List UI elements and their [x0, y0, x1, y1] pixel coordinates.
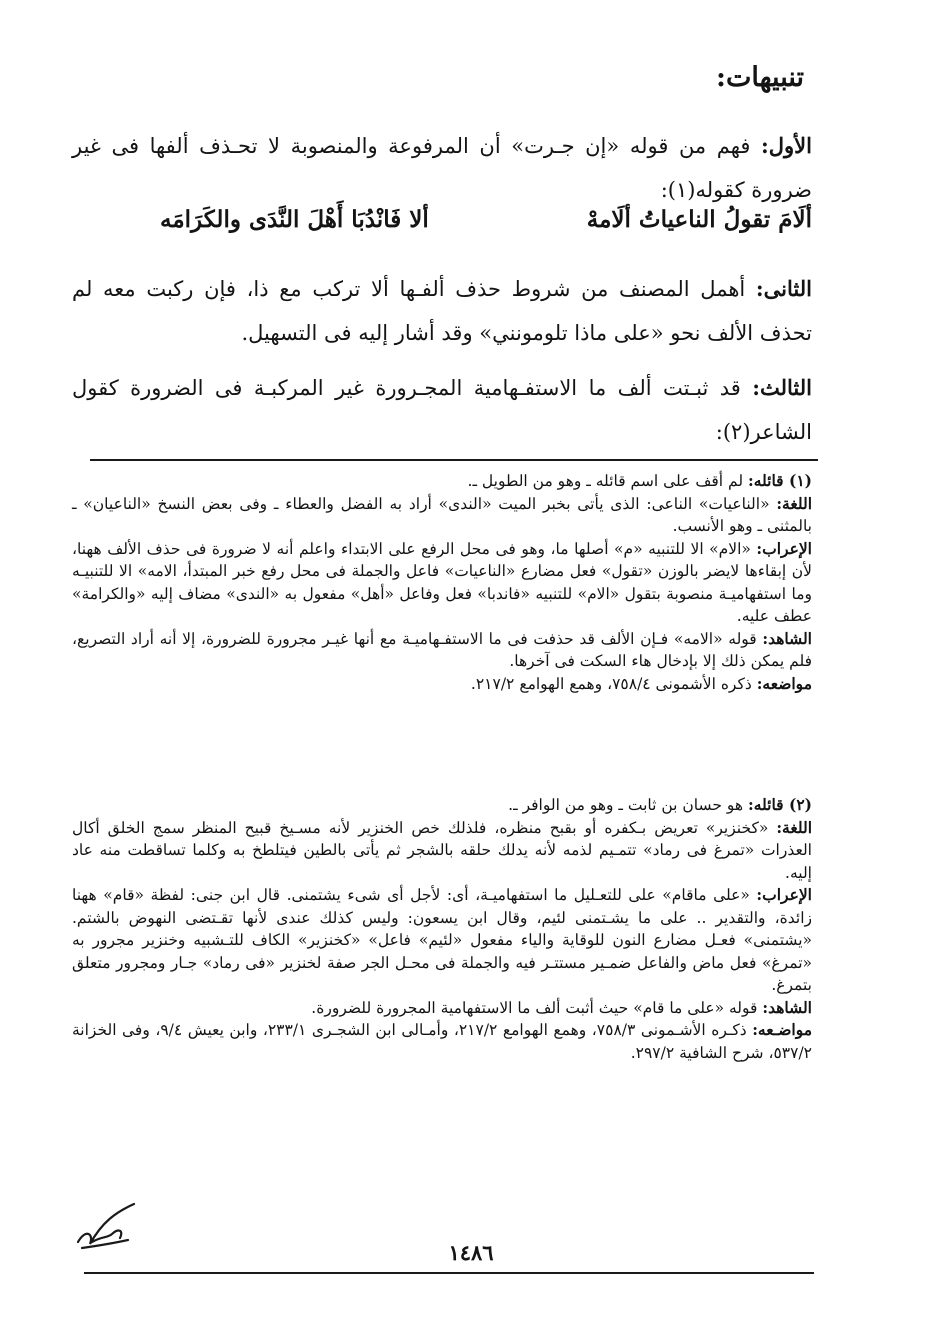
footnote-one-mawadi-label: مواضعه: — [756, 673, 812, 693]
footnote-one-irab-label: الإعراب: — [756, 538, 812, 558]
note-first-label: الأول: — [761, 133, 812, 158]
verse-first-hemistich: ألَامَ تقولُ الناعياتُ ألَامهْ — [586, 206, 812, 233]
note-third-text: قد ثبـتت ألف ما الاستفـهامية المجـرورة غير المركبـة فى الضرورة كقول الشاعر(٢): — [72, 376, 812, 444]
footnote-one-sayer: لم أقف على اسم قائله ـ وهو من الطويل ـ. — [467, 472, 748, 490]
page-number: ١٤٨٦ — [448, 1240, 494, 1265]
footnote-one-mawadi: ذكره الأشمونى ٧٥٨/٤، وهمع الهوامع ٢١٧/٢. — [470, 674, 757, 693]
footnote-one-lugha: «الناعيات» الناعى: الذى يأتى بخبر الميت «الندى» أراد به الفضل والعطاء ـ وفى بعض النسخ «الناعيان» ـ بالمثنى ـ وهو الأنسب. — [72, 494, 812, 535]
poetry-verse — [160, 206, 812, 233]
note-third-label: الثالث: — [752, 375, 812, 400]
note-third — [72, 366, 812, 454]
footnote-two-marker: (٢) قائله: — [747, 795, 812, 814]
note-second-text: أهمل المصنف من شروط حذف ألفـها ألا تركب مع ذا، فإن ركبت معه لم تحذف الألف نحو «على ماذا تلومونني» وقد أشار إليه فى التسهيل. — [72, 277, 812, 345]
footnote-one — [72, 470, 812, 695]
footnote-two-lugha: «كخنزير» تعريض بـكفره أو بقبح منظره، فلذلك خص الخنزير لأنه مسـيخ قبيح المنظر سمج الخلق أكال العذرات «تمرغ فى رماد» تتمـيم لذمه لأنه يدلك حلقه بالشجر ثم يأتى بالطين فيتلطخ به وكلما تساقطت منه عاد إليه. — [72, 818, 812, 882]
verse-second-hemistich: ألا فَانْدُبَا أَهْلَ النَّدَى والكَرَامَه — [160, 206, 429, 233]
footnote-two-lugha-label: اللغة: — [776, 817, 812, 837]
footnote-two-mawadi: ذكـره الأشـمونى ٧٥٨/٣، وهمع الهوامع ٢١٧/٢، وأمـالى ابن الشجـرى ٢٣٣/١، وابن يعيش ٩/٤، وفى الخزانة ٥٣٧/٢، شرح الشافية ٢٩٧/٢. — [72, 1021, 812, 1062]
note-first-text: فهم من قوله «إن جـرت» أن المرفوعة والمنصوبة لا تحـذف ألفها فى غير ضرورة كقوله(١): — [72, 134, 812, 202]
footnote-separator — [90, 459, 818, 461]
footnote-two-shahid-label: الشاهد: — [762, 997, 812, 1017]
footnote-two-mawadi-label: مواضـعه: — [752, 1020, 813, 1039]
footnote-one-marker: (١) قائله: — [747, 471, 812, 490]
note-second-label: الثانى: — [755, 276, 812, 301]
page-bottom-rule — [84, 1272, 814, 1274]
footnote-two — [72, 794, 812, 1064]
footnote-one-irab: «الام» الا للتنبيه «م» أصلها ما، وهو فى محل الرفع على الابتداء واعلم أنه لا ضرورة فى حذف الألف ههنا، لأن إبقاءها لايضر بالوزن «تقول» فعل مضارع «الناعيات» فاعل والجملة فى محل رفع خبر المبتدأ، الامه» الا للتنبيـه وما استفهاميـة منصوبة بتقول «الام» للتنبيه «فاندبا» فعل وفاعل «أهل» مفعول به «الندى» مضاف إليه «والكرامة» عطف عليه. — [72, 539, 812, 625]
handwritten-signature — [72, 1198, 142, 1256]
footnote-two-shahid: قوله «على ما قام» حيث أثبت ألف ما الاستفهامية المجرورة للضرورة. — [311, 998, 763, 1017]
note-second — [72, 267, 812, 355]
footnote-one-shahid: قوله «الامه» فـإن الألف قد حذفت فى ما الاستفـهاميـة مع أنها غيـر مجرورة للضرورة، إلا أنه أراد التصريع، فلم يمكن ذلك إلا بإدخال هاء السكت فى آخرها. — [72, 629, 812, 670]
note-first — [72, 124, 812, 212]
footnote-one-shahid-label: الشاهد: — [762, 628, 812, 648]
footnote-two-irab-label: الإعراب: — [756, 885, 812, 904]
footnote-one-lugha-label: اللغة: — [776, 493, 812, 513]
footnote-two-sayer: هو حسان بن ثابت ـ وهو من الوافر ـ. — [508, 796, 748, 814]
footnote-two-irab: «على ماقام» على للتعـليل ما استفهاميـة، أى: لأجل أى شىء يشتمنى. قال ابن جنى: لفظة «قام» ههنا زائدة، والتقدير .. على ما يشـتمنى لئيم، وقال ابن يسعون: وليس كذلك عندى لأنها تقـتضى النهوض بالشتم. «يشتمنى» فعـل مضارع النون للوقاية والياء مفعول «لئيم» فاعل» «كخنزير» الكاف للتـشبيه وخنزير مجرور به «تمرغ» فعل ماض والفاعل ضمـير مستتـر فيه والجملة فى محـل الجر صفة لخنزير «فى رماد» جـار ومجرور متعلق بتمرغ. — [72, 886, 812, 994]
section-heading: تنبيهات: — [715, 62, 804, 93]
